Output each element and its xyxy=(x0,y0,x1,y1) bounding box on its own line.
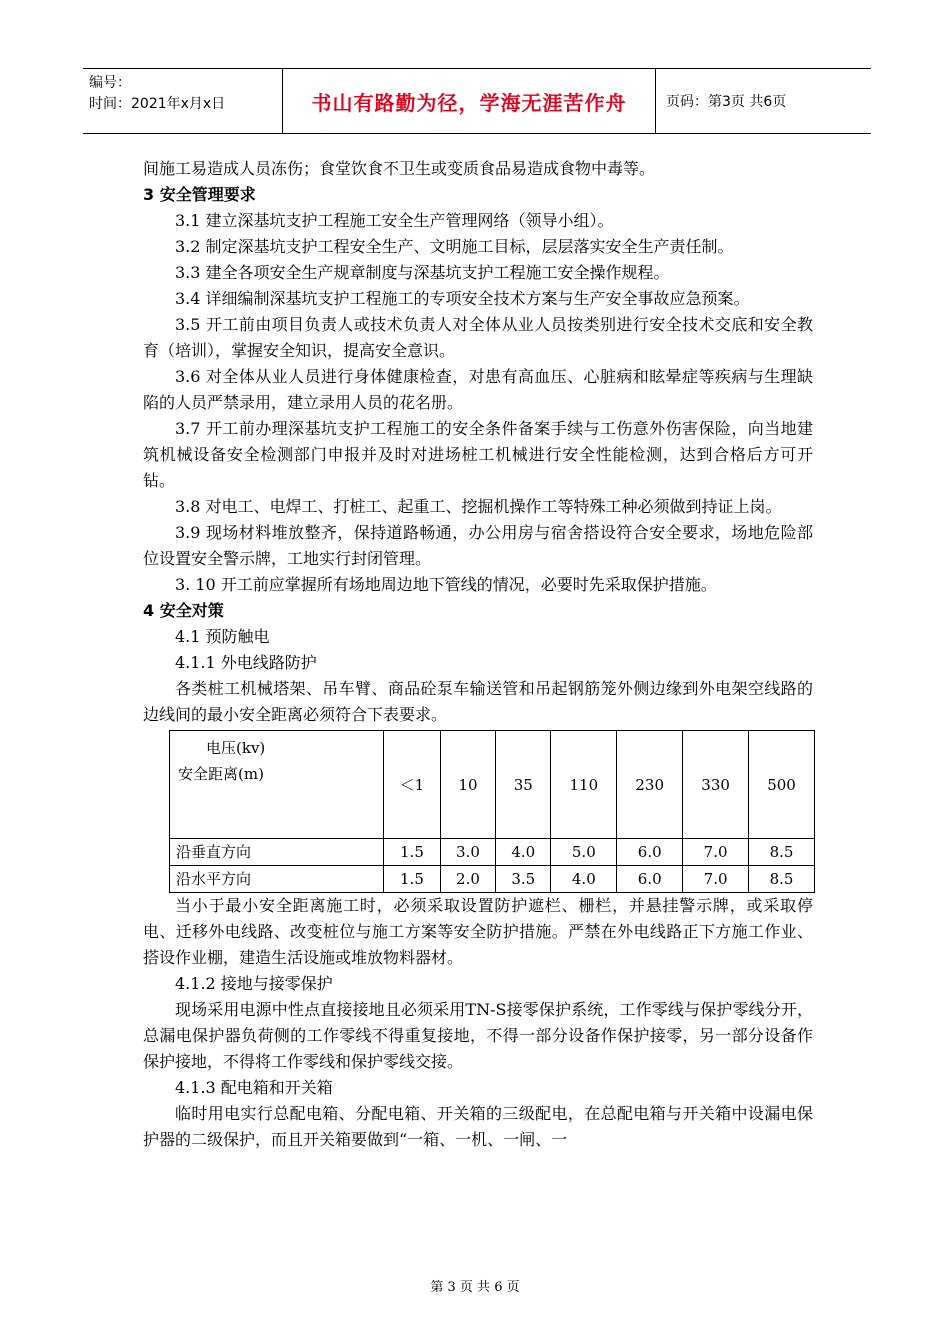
voltage-cell: ＜1 xyxy=(384,731,441,839)
paragraph: 当小于最小安全距离施工时，必须采取设置防护遮栏、栅栏，并悬挂警示牌，或采取停电、迁移外电线路、改变桩位与施工方案等安全防护措施。严禁在外电线路正下方施工作业、搭设作业棚，建造生活设施或堆放物料器材。 xyxy=(143,896,813,967)
table-cell: 2.0 xyxy=(440,866,495,893)
header-motto: 书山有路勤为径，学海无涯苦作舟 xyxy=(283,69,656,133)
subheading: 4.1.1 外电线路防护 xyxy=(175,653,317,672)
voltage-cell: 230 xyxy=(617,731,683,839)
doc-number-label: 编号： xyxy=(89,75,131,91)
voltage-cell: 35 xyxy=(496,731,551,839)
table-cell: 4.0 xyxy=(496,839,551,866)
header-page-info: 页码：第3页 共6页 xyxy=(666,94,787,110)
paragraph: 3.1 建立深基坑支护工程施工安全生产管理网络（领导小组）。 xyxy=(175,211,614,230)
corner-voltage-label: 电压(kv) xyxy=(206,739,266,757)
paragraph: 3.9 现场材料堆放整齐，保持道路畅通，办公用房与宿舍搭设符合安全要求，场地危险部位设置安全警示牌，工地实行封闭管理。 xyxy=(143,523,813,568)
paragraph: 间施工易造成人员冻伤；食堂饮食不卫生或变质食品易造成食物中毒等。 xyxy=(143,159,656,178)
paragraph: 临时用电实行总配电箱、分配电箱、开关箱的三级配电，在总配电箱与开关箱中设漏电保护器的二级保护，而且开关箱要做到“一箱、一机、一闸、一 xyxy=(143,1104,813,1149)
paragraph: 3.5 开工前由项目负责人或技术负责人对全体从业人员按类别进行安全技术交底和安全教育（培训），掌握安全知识，提高安全意识。 xyxy=(143,315,813,360)
paragraph: 3.4 详细编制深基坑支护工程施工的专项安全技术方案与生产安全事故应急预案。 xyxy=(175,289,750,308)
subheading: 4.1 预防触电 xyxy=(175,627,270,646)
table-cell: 6.0 xyxy=(617,839,683,866)
header-meta xyxy=(83,69,283,133)
paragraph: 3.2 制定深基坑支护工程安全生产、文明施工目标，层层落实安全生产责任制。 xyxy=(175,237,734,256)
paragraph: 3.8 对电工、电焊工、打桩工、起重工、挖掘机操作工等特殊工种必须做到持证上岗。 xyxy=(175,497,782,516)
row-label: 沿水平方向 xyxy=(170,866,384,893)
voltage-cell: 500 xyxy=(749,731,815,839)
table-cell: 4.0 xyxy=(551,866,617,893)
table-cell: 1.5 xyxy=(384,839,441,866)
table-header-row xyxy=(170,731,815,839)
voltage-cell: 10 xyxy=(440,731,495,839)
paragraph: 3.6 对全体从业人员进行身体健康检查，对患有高血压、心脏病和眩晕症等疾病与生理缺陷的人员严禁录用，建立录用人员的花名册。 xyxy=(143,367,813,412)
table-cell: 6.0 xyxy=(617,866,683,893)
page-footer: 第 3 页 共 6 页 xyxy=(430,1280,520,1295)
table-cell: 3.0 xyxy=(440,839,495,866)
table-cell: 7.0 xyxy=(683,866,749,893)
table-cell: 3.5 xyxy=(496,866,551,893)
voltage-cell: 110 xyxy=(551,731,617,839)
paragraph: 各类桩工机械塔架、吊车臂、商品砼泵车输送管和吊起钢筋笼外侧边缘到外电架空线路的边线间的最小安全距离必须符合下表要求。 xyxy=(143,679,813,724)
voltage-cell: 330 xyxy=(683,731,749,839)
table-cell: 8.5 xyxy=(749,839,815,866)
paragraph: 3.3 建全各项安全生产规章制度与深基坑支护工程施工安全操作规程。 xyxy=(175,263,670,282)
table-corner-cell xyxy=(170,731,384,839)
table-cell: 8.5 xyxy=(749,866,815,893)
paragraph: 现场采用电源中性点直接接地且必须采用TN-S接零保护系统，工作零线与保护零线分开，总漏电保护器负荷侧的工作零线不得重复接地，不得一部分设备作保护接零，另一部分设备作保护接地，不得将工作零线和保护零线交接。 xyxy=(143,1000,813,1071)
section-heading-4: 4 安全对策 xyxy=(143,601,224,620)
document-body xyxy=(143,156,813,1153)
section-heading-3: 3 安全管理要求 xyxy=(143,185,256,204)
subheading: 4.1.2 接地与接零保护 xyxy=(175,974,333,993)
subheading: 4.1.3 配电箱和开关箱 xyxy=(175,1078,333,1097)
page-header xyxy=(83,68,871,134)
table-cell: 5.0 xyxy=(551,839,617,866)
table-row xyxy=(170,866,815,893)
corner-distance-label: 安全距离(m) xyxy=(178,765,264,783)
table-cell: 7.0 xyxy=(683,839,749,866)
table-row xyxy=(170,839,815,866)
paragraph: 3. 10 开工前应掌握所有场地周边地下管线的情况，必要时先采取保护措施。 xyxy=(175,575,717,594)
doc-time-label: 时间：2021年x月x日 xyxy=(89,96,226,112)
safety-distance-table xyxy=(169,730,815,893)
paragraph: 3.7 开工前办理深基坑支护工程施工的安全条件备案手续与工伤意外伤害保险，向当地建筑机械设备安全检测部门申报并及时对进场桩工机械进行安全性能检测，达到合格后方可开钻。 xyxy=(143,419,813,490)
row-label: 沿垂直方向 xyxy=(170,839,384,866)
table-cell: 1.5 xyxy=(384,866,441,893)
